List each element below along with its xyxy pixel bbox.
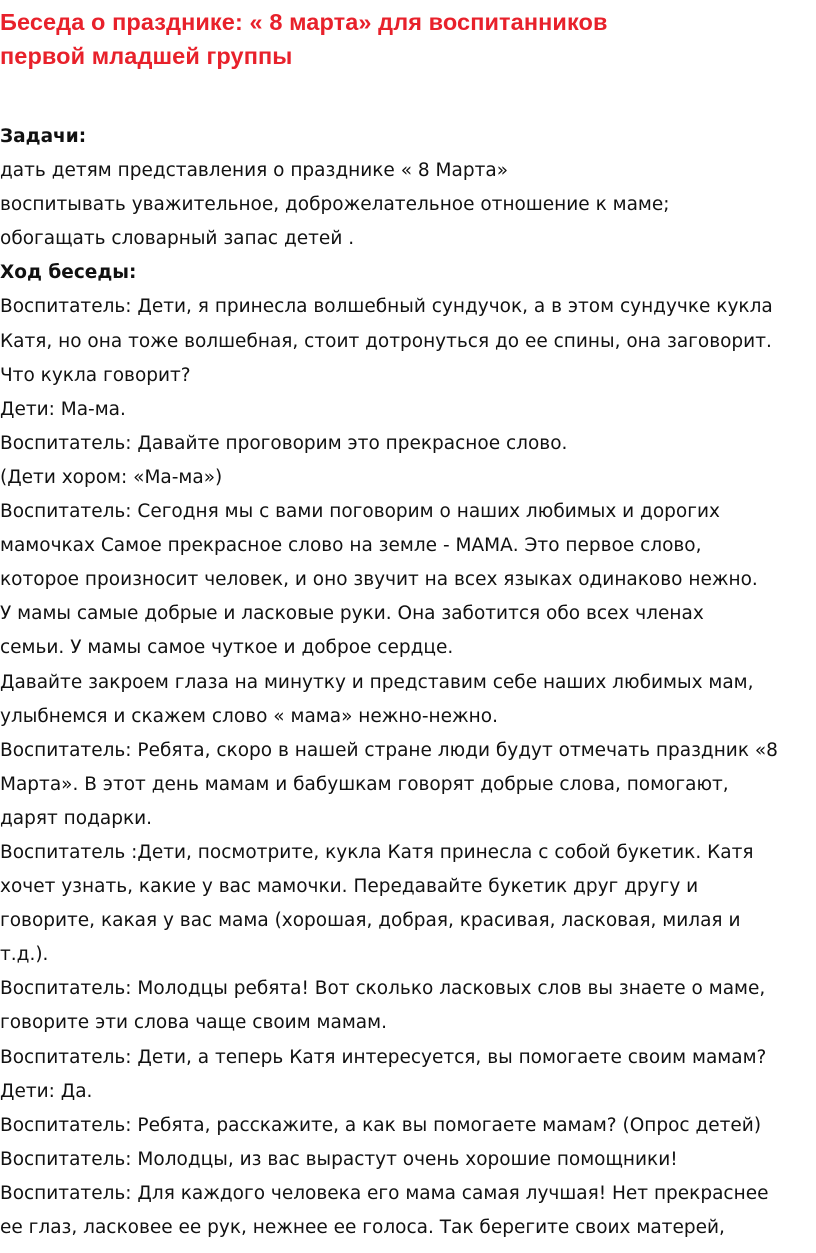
text-line: Катя, но она тоже волшебная, стоит дотронуться до ее спины, она заговорит. [0,330,772,352]
text-line: Воспитатель :Дети, посмотрите, кукла Катя принесла с собой букетик. Катя [0,841,754,863]
text-line: говорите эти слова чаще своим мамам. [0,1012,387,1034]
text-line: улыбнемся и скажем слово « мама» нежно-нежно. [0,705,498,727]
text-line: дарят подарки. [0,807,153,829]
section-heading: Задачи: [0,126,87,147]
section-heading: Ход беседы: [0,262,137,284]
text-line: ее глаз, ласковее ее рук, нежнее ее голоса. Так берегите своих матерей, [0,1217,725,1238]
text-line: Воспитатель: Дети, а теперь Катя интересуется, вы помогаете своим мамам? [0,1046,767,1068]
text-line: говорите, какая у вас мама (хорошая, добрая, красивая, ласковая, милая и [0,910,741,932]
text-line: Марта». В этот день мамам и бабушкам говорят добрые слова, помогают, [0,773,729,795]
text-line: Воспитатель: Давайте проговорим это прекрасное слово. [0,432,568,454]
text-line: т.д.). [0,944,49,966]
text-line: Воспитатель: Сегодня мы с вами поговорим о наших любимых и дорогих [0,501,720,523]
text-line: Воспитатель: Ребята, расскажите, а как вы помогаете мамам? (Опрос детей) [0,1114,762,1136]
text-line: обогащать словарный запас детей . [0,228,355,250]
text-line: Дети: Да. [0,1080,93,1102]
text-line: мамочках Самое прекрасное слово на земле - МАМА. Это первое слово, [0,535,702,557]
text-line: которое произносит человек, и оно звучит на всех языках одинаково нежно. [0,569,758,591]
title-line: Беседа о празднике: « 8 марта» для воспитанников [0,9,608,35]
text-line: хочет узнать, какие у вас мамочки. Передавайте букетик друг другу и [0,876,699,898]
text-line: воспитывать уважительное, доброжелательное отношение к маме; [0,194,670,216]
text-line: У мамы самые добрые и ласковые руки. Она заботится обо всех членах [0,603,704,625]
text-line: Давайте закроем глаза на минутку и представим себе наших любимых мам, [0,671,754,693]
text-line: Воспитатель: Ребята, скоро в нашей стране люди будут отмечать праздник «8 [0,739,778,761]
text-line: дать детям представления о празднике « 8 Марта» [0,160,509,182]
text-line: (Дети хором: «Ма-ма») [0,466,223,488]
document-body [0,120,816,1245]
text-line: Что кукла говорит? [0,364,191,386]
text-line: Воспитатель: Дети, я принесла волшебный сундучок, а в этом сундучке кукла [0,296,773,318]
title-line: первой младшей группы [0,43,293,70]
text-line: Воспитатель: Для каждого человека его мама самая лучшая! Нет прекраснее [0,1182,769,1204]
text-line: Дети: Ма-ма. [0,398,126,420]
text-line: Воспитатель: Молодцы ребята! Вот сколько ласковых слов вы знаете о маме, [0,978,766,1000]
text-line: Воспитатель: Молодцы, из вас вырастут очень хорошие помощники! [0,1148,678,1170]
text-line: семьи. У мамы самое чуткое и доброе сердце. [0,637,454,659]
document-title [0,0,816,72]
